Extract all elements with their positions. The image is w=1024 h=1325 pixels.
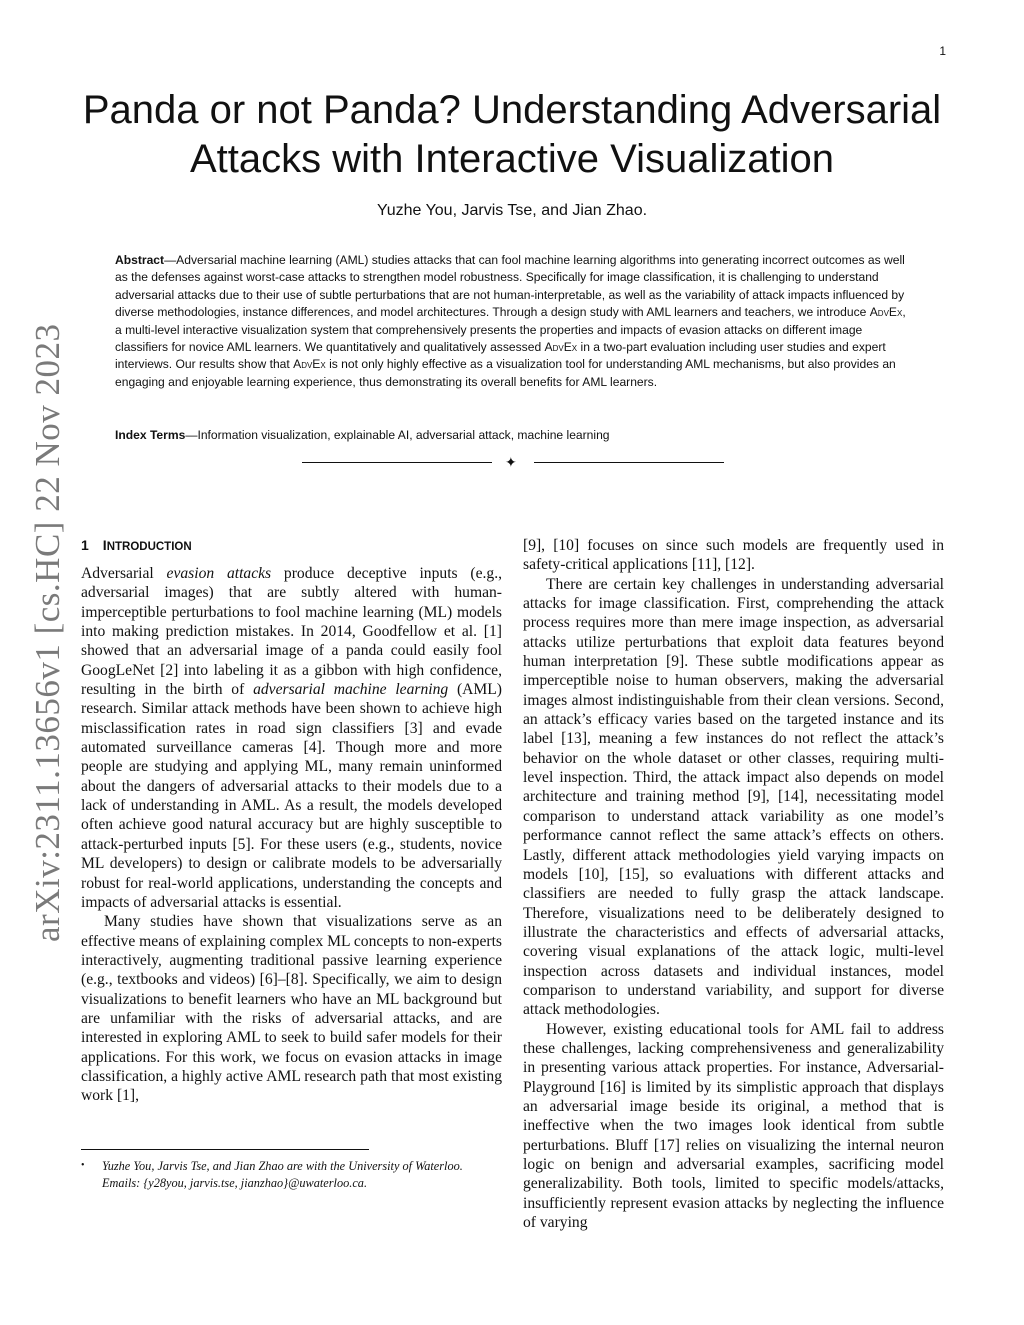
paragraph-1-text-a: Adversarial (81, 565, 167, 582)
left-column (81, 536, 502, 1106)
paragraph-continuation: [9], [10] focuses on since such models are frequently used in safety-critical applications [11], [12]. (523, 537, 944, 574)
separator-line-right (534, 462, 724, 463)
paragraph-challenges: There are certain key challenges in understanding adversarial attacks for image classification. First, comprehending the attack process requires more than mere image inspection, as adversarial attacks utilize perturbations that exploit data features beyond human interpretation [9]. These subtle modifications appear as imperceptible noise to human observers, making the adversarial images almost indistinguishable from their clean versions. Second, an attack’s efficacy varies based on the targeted instance and its label [13], meaning a few instances do not reflect the attack’s behavior on the whole dataset or other classes, requiring multi-level inspection. Third, the attack impact also depends on model architecture and training method [9], [14], necessitating model comparison to understand attack variability as one model’s performance cannot reflect the same attack’s effects on others. Lastly, different attack methodologies yield varying impacts on models [10], [15], so evaluations with different attacks and classifiers are needed to fully grasp the attack landscape. Therefore, visualizations need to be deliberately designed to illustrate the characteristics and effects of adversarial attacks, covering visual explanations of the attack logic, multi-level inspection across datasets and individual instances, model comparison to understand variability, and support for diverse attack methodologies. (523, 575, 944, 1019)
system-name: AdvEx (869, 305, 903, 320)
affiliation-footnote (81, 1158, 502, 1191)
title-line-2: Attacks with Interactive Visualization (189, 137, 834, 181)
section-title-rest: NTRODUCTION (106, 541, 192, 553)
abstract-label: Abstract (115, 253, 165, 267)
emphasis-evasion-attacks: evasion attacks (166, 565, 272, 582)
paper-title (80, 86, 944, 184)
index-terms (115, 428, 915, 442)
emphasis-adversarial-ml: adversarial machine learning (253, 681, 449, 699)
separator-line-left (302, 462, 492, 463)
paragraph-1-text-c: (AML) research. Similar attack methods have been shown to achieve high misclassification rates in road sign classifiers [3] and evade automated surveillance cameras [4]. Though more and more people are studying and applying ML, many remain uninformed about the dangers of adversarial attacks to their models due to a lack of understanding in AML. As a result, the models developed often achieve good natural accuracy but are highly susceptible to attack-perturbed inputs [5]. For these users (e.g., students, novice ML developers) to design or calibrate models to be adversarially robust for real-world applications, understanding the concepts and impacts of adversarial attacks is essential. (81, 681, 502, 911)
page-number: 1 (939, 44, 946, 58)
section-title-initial: I (102, 537, 107, 553)
system-name: AdvEx (544, 340, 578, 355)
four-point-star-icon: ✦ (505, 455, 517, 471)
arxiv-identifier-stamp: arXiv:2311.13656v1 [cs.HC] 22 Nov 2023 (28, 323, 67, 942)
paragraph-1-text-b: produce deceptive inputs (e.g., adversarial images) that are subtly altered with human-imperceptible perturbations to fool machine learning (ML) models into making prediction mistakes. In 2014, Goodfellow et al. [1] showed that an adversarial image of a panda could easily fool GoogLeNet [2] into labeling it as a gibbon with high confidence, resulting in the birth of (81, 565, 503, 699)
abstract-text-4: is not only highly effective as a visualization tool for understanding AML mechanisms, but also provides an engaging and enjoyable learning experience, thus demonstrating its overall benefits for AML learners. (115, 357, 896, 389)
footnote-line-2: Emails: {y28you, jarvis.tse, jianzhao}@uwaterloo.ca. (102, 1175, 368, 1190)
footnote-rule (81, 1149, 369, 1150)
footnote-bullet: • (81, 1160, 85, 1171)
system-name: AdvEx (293, 357, 326, 372)
paragraph-existing-tools: However, existing educational tools for AML fail to address these challenges, lacking comprehensiveness and generalizability in presenting various attack properties. For instance, Adversarial-Playground [16] is limited by its simplistic approach that displays an adversarial image beside its original, a method that is ineffective when the two images look identical from subtle perturbations. Bluff [17] relies on visualizing the internal neuron logic on benign and adversarial examples, sacrificing model generalizability. Both tools, limited to specific models/attacks, insufficiently represent evasion attacks by neglecting the influence of varying (523, 1020, 944, 1232)
section-heading-introduction (81, 536, 502, 556)
index-terms-text: —Information visualization, explainable AI, adversarial attack, machine learning (185, 428, 610, 442)
section-number: 1 (81, 537, 89, 553)
author-list: Yuzhe You, Jarvis Tse, and Jian Zhao. (376, 202, 648, 219)
right-column (523, 536, 944, 1232)
section-separator (302, 455, 724, 471)
paragraph-2: Many studies have shown that visualizations serve as an effective means of explaining complex ML concepts to non-experts interactively, augmenting traditional passive learning experience (e.g., textbooks and videos) [6]–[8]. Specifically, we aim to design visualizations to benefit learners who have an ML background but are unfamiliar with the risks of adversarial attacks, and are interested in exploring AML to seek to build safer models for their applications. For this work, we focus on evasion attacks in image classification, a highly active AML research path that most existing work [1], (81, 913, 502, 1105)
abstract-text-1: —Adversarial machine learning (AML) studies attacks that can fool machine learning algorithms into generating incorrect outcomes as well as the defenses against worst-case attacks to strengthen model robustness. Specifically for image classification, it is challenging to understand adversarial attacks due to their use of subtle perturbations that are not human-interpretable, as well as the variability of attack impacts influenced by diverse methodologies, instance differences, and model architectures. Through a design study with AML learners and teachers, we introduce (115, 253, 905, 320)
paragraph-1 (81, 564, 502, 912)
title-line-1: Panda or not Panda? Understanding Adversarial (82, 88, 942, 132)
abstract-text-3: in a two-part evaluation including user studies and expert interviews. Our results show that (115, 340, 886, 372)
index-terms-label: Index Terms (115, 428, 186, 442)
abstract-text-2: , a multi-level interactive visualization system that comprehensively presents the properties and impacts of evasion attacks on different image classifiers for novice AML learners. We quantitatively and qualitatively assessed (115, 305, 906, 355)
abstract (115, 252, 915, 391)
footnote-line-1: Yuzhe You, Jarvis Tse, and Jian Zhao are with the University of Waterloo. (102, 1159, 463, 1173)
